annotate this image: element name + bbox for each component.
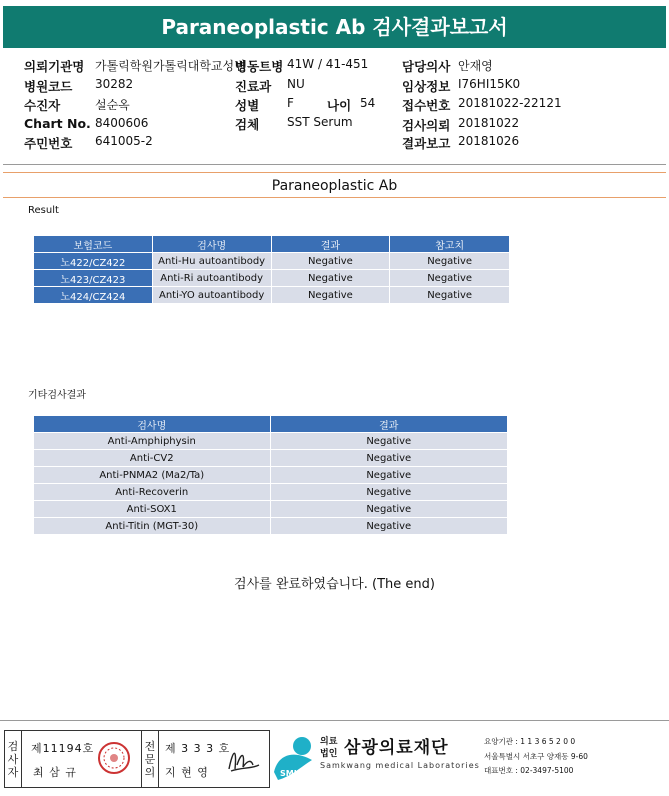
table-row [34,484,508,501]
insurance-code-cell: 노423/CZ423 [34,270,153,287]
insurance-code-cell: 노422/CZ422 [34,253,153,270]
header-test-name: 검사명 [152,236,271,253]
signature-box [4,730,270,788]
test-name-cell: Anti-Recoverin [34,484,271,501]
org-name: 삼광의료재단 [344,738,449,758]
result-cell: Negative [271,270,390,287]
examiner-label-char: 사 [7,752,19,766]
reference-cell: Negative [390,270,510,287]
header-test-name: 검사명 [34,416,271,433]
header-insurance-code: 보험코드 [34,236,153,253]
examiner-label-char: 검 [7,739,19,753]
header-info [0,0,669,160]
ward-value: 41W / 41-451 [287,57,369,71]
org-type-2: 법인 [320,749,338,759]
test-name-cell: Anti-YO autoantibody [152,287,271,304]
header-result: 결과 [271,236,390,253]
table-row [34,253,510,270]
reviewer-license: 제 3 3 3 호 [165,742,231,755]
reference-cell: Negative [390,253,510,270]
result-cell: Negative [271,253,390,270]
header-result: 결과 [270,416,507,433]
request-date-value: 20181022 [458,116,520,130]
test-name-cell: Anti-Titin (MGT-30) [34,518,271,535]
test-name-cell: Anti-Amphiphysin [34,433,271,450]
result-label: Result [28,205,59,216]
age-value: 54 [360,96,376,110]
header-reference: 참고치 [390,236,510,253]
end-message: 검사를 완료하였습니다. (The end) [234,577,435,592]
dept-label: 진료과 [235,79,272,94]
sex-label: 성별 [235,98,260,113]
client-label: 의뢰기관명 [24,59,85,74]
result-cell: Negative [270,433,507,450]
test-name-cell: Anti-Ri autoantibody [152,270,271,287]
doctor-value: 안재영 [458,59,493,73]
sml-logo-text: SML [280,769,299,778]
sex-value: F [287,96,294,110]
section-title: Paraneoplastic Ab [271,178,398,194]
receipt-no-label: 접수번호 [402,98,451,113]
specimen-value: SST Serum [287,115,353,129]
chart-no-value: 8400606 [95,116,149,130]
table-row [34,270,510,287]
report-date-label: 결과보고 [402,136,451,151]
doctor-label: 담당의사 [402,59,451,74]
org-address: 서울특별시 서초구 양재동 9-60 [484,752,588,761]
reviewer-label-char: 문 [144,752,156,766]
header-divider [3,164,666,165]
other-results-label: 기타검사결과 [28,390,86,401]
footer-divider [0,720,669,721]
resident-no-value: 641005-2 [95,134,153,148]
result-header-row [34,236,510,253]
reviewer-label-char: 의 [144,765,156,779]
result-cell: Negative [270,467,507,484]
request-date-label: 검사의뢰 [402,118,451,133]
test-name-cell: Anti-SOX1 [34,501,271,518]
reviewer-signature-icon [223,739,263,779]
clinical-info-label: 임상정보 [402,79,451,94]
reviewer-label-char: 전 [144,739,156,753]
receipt-no-value: 20181022-22121 [458,96,562,110]
insurance-code-cell: 노424/CZ424 [34,287,153,304]
section-divider-top [3,172,666,173]
hospital-code-value: 30282 [95,77,134,91]
examiner-seal-icon [97,741,131,775]
client-value: 가톨릭학원가톨릭대학교성빈 [95,59,246,73]
result-table [33,235,510,304]
org-phone: 대표번호 : 02-3497-5100 [484,766,574,775]
reviewer-label [141,731,159,787]
test-name-cell: Anti-Hu autoantibody [152,253,271,270]
org-type-1: 의료 [320,737,338,747]
patient-label: 수진자 [24,98,61,113]
report-date-value: 20181026 [458,134,520,148]
examiner-license: 제11194호 [31,742,95,755]
table-row [34,467,508,484]
test-name-cell: Anti-PNMA2 (Ma2/Ta) [34,467,271,484]
test-name-cell: Anti-CV2 [34,450,271,467]
clinical-info-value: I76HI15K0 [458,77,521,91]
org-name-en: Samkwang medical Laboratories [320,761,480,770]
result-cell: Negative [270,450,507,467]
org-logo-area [272,728,669,788]
section-divider-bottom [3,197,666,198]
org-code: 요양기관 : 1 1 3 6 5 2 0 0 [484,737,576,746]
examiner-label-char: 자 [7,765,19,779]
reference-cell: Negative [390,287,510,304]
specimen-label: 검체 [235,117,260,132]
reviewer-name: 지 현 영 [165,766,209,779]
ward-label: 병동트병 [235,59,284,74]
table-row [34,433,508,450]
examiner-label [5,731,22,787]
table-row [34,450,508,467]
table-row [34,518,508,535]
sml-logo-icon [272,732,318,784]
other-results-table [33,415,508,535]
table-row [34,501,508,518]
age-label: 나이 [327,98,352,113]
chart-no-label: Chart No. [24,116,91,131]
hospital-code-label: 병원코드 [24,79,73,94]
other-header-row [34,416,508,433]
result-cell: Negative [271,287,390,304]
table-row [34,287,510,304]
examiner-name: 최 삼 규 [33,766,77,779]
dept-value: NU [287,77,305,91]
resident-no-label: 주민번호 [24,136,73,151]
result-cell: Negative [270,501,507,518]
result-cell: Negative [270,518,507,535]
result-cell: Negative [270,484,507,501]
report-title: Paraneoplastic Ab 검사결과보고서 [3,6,666,48]
patient-value: 설순옥 [95,98,130,112]
